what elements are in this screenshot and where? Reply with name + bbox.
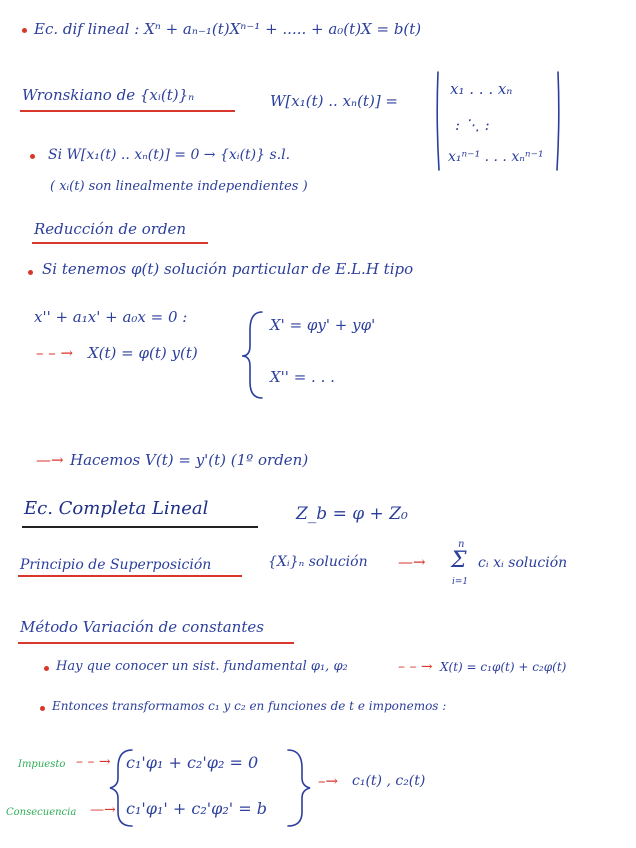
determinant-left-bar xyxy=(437,72,439,170)
system-right-brace xyxy=(288,750,310,826)
arrow-imposed: – – → xyxy=(76,754,111,770)
variation-line-2: Entonces transformamos c₁ y c₂ en funciones de t e imponemos : xyxy=(52,699,447,713)
reduction-line-1: Si tenemos φ(t) solución particular de E.L.H tipo xyxy=(42,260,414,278)
variation-underline xyxy=(18,642,294,644)
determinant-right-bar xyxy=(557,72,559,170)
determinant-row-3: x₁ⁿ⁻¹ . . . xₙⁿ⁻¹ xyxy=(448,149,544,165)
sum-lower-limit: i=1 xyxy=(452,577,469,587)
reduction-line-4: Hacemos V(t) = y'(t) (1º orden) xyxy=(70,451,309,469)
reduction-substitution: X(t) = φ(t) y(t) xyxy=(88,344,198,362)
implies-arrow: –→ xyxy=(318,772,339,790)
bullet xyxy=(22,28,27,33)
variation-general-solution: X(t) = c₁φ(t) + c₂φ(t) xyxy=(440,660,567,674)
system-equation-2: c₁'φ₁' + c₂'φ₂' = b xyxy=(126,799,267,818)
variation-line-1: Hay que conocer un sist. fundamental φ₁, φ₂ xyxy=(56,659,348,674)
superposition-title: Principio de Superposición xyxy=(20,557,212,573)
bullet xyxy=(40,706,45,711)
label-consequence: Consecuencia xyxy=(6,807,77,818)
derivative-second: X'' = . . . xyxy=(270,368,335,386)
complete-eq-underline xyxy=(22,526,258,528)
superposition-right: cᵢ xᵢ solución xyxy=(478,555,568,571)
ode-definition: Ec. dif lineal : Xⁿ + aₙ₋₁(t)Xⁿ⁻¹ + ..... + a₀(t)X = b(t) xyxy=(34,20,422,38)
reduction-underline xyxy=(32,242,208,244)
bullet xyxy=(28,270,33,275)
label-imposed: Impuesto xyxy=(18,759,66,770)
implies-arrow: – – → xyxy=(36,344,74,362)
bullet xyxy=(44,666,49,671)
bullet xyxy=(30,154,35,159)
determinant-row-2: : ⋱ : xyxy=(455,116,490,134)
superposition-left: {Xᵢ}ₙ solución xyxy=(268,554,368,570)
wronskian-formula: W[x₁(t) .. xₙ(t)] = xyxy=(270,92,399,110)
determinant-row-1: x₁ . . . xₙ xyxy=(450,80,513,98)
implies-arrow: —→ xyxy=(36,451,64,469)
wronskian-note-2: ( xᵢ(t) son linealmente independientes ) xyxy=(50,179,308,194)
arrow-consequence: —→ xyxy=(90,802,116,818)
reduction-line-2: x'' + a₁x' + a₀x = 0 : xyxy=(34,308,188,326)
complete-eq-formula: Z_b = φ + Z₀ xyxy=(296,504,408,524)
complete-eq-title: Ec. Completa Lineal xyxy=(24,498,209,519)
variation-title: Método Variación de constantes xyxy=(20,618,264,636)
wronskian-underline xyxy=(20,110,235,112)
system-equation-1: c₁'φ₁ + c₂'φ₂ = 0 xyxy=(126,753,259,772)
wronskian-note-1: Si W[x₁(t) .. xₙ(t)] = 0 → {xᵢ(t)} s.l. xyxy=(48,147,291,163)
derivative-first: X' = φy' + yφ' xyxy=(270,316,376,334)
system-result: c₁(t) , c₂(t) xyxy=(352,773,426,789)
derivatives-brace xyxy=(242,312,262,398)
sum-upper-limit: n xyxy=(458,539,465,550)
superposition-underline xyxy=(18,575,242,577)
wronskian-title: Wronskiano de {xᵢ(t)}ₙ xyxy=(22,86,195,104)
implies-arrow: —→ xyxy=(398,553,426,571)
sum-symbol: Σ xyxy=(451,548,467,573)
reduction-title: Reducción de orden xyxy=(34,220,187,238)
implies-arrow: – – → xyxy=(398,659,433,675)
